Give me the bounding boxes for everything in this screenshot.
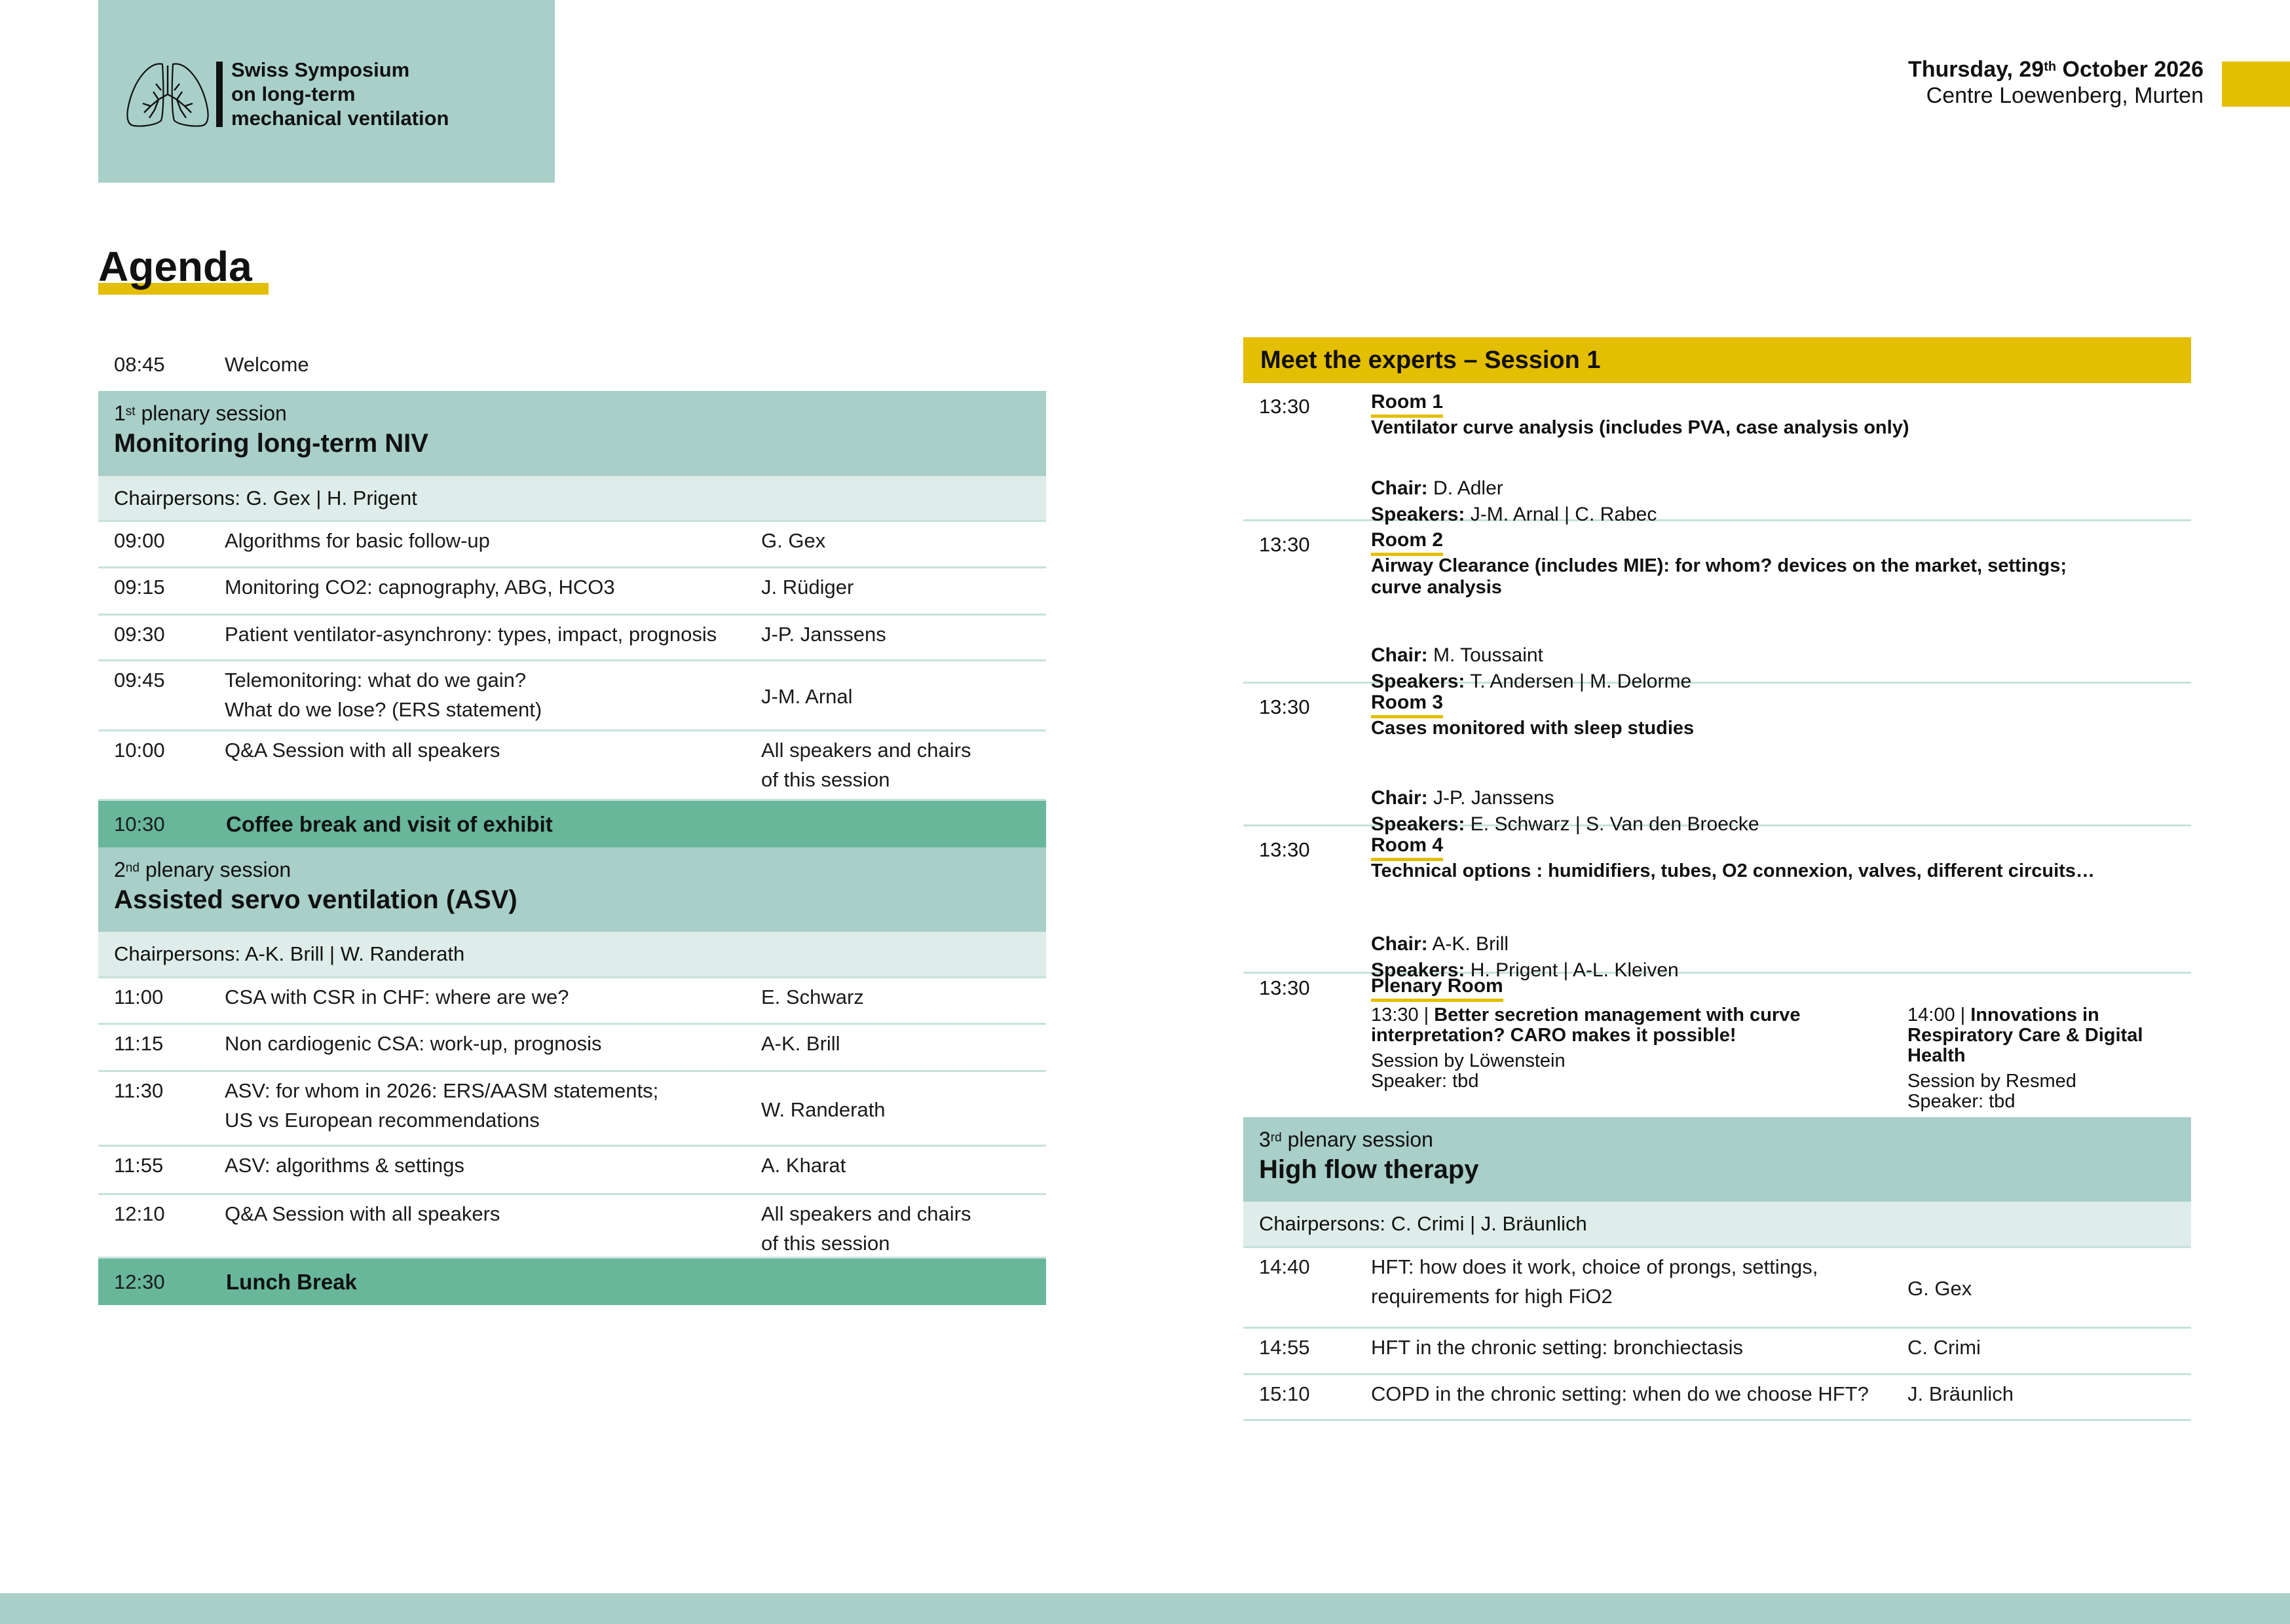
row-time: 11:15 xyxy=(114,1032,164,1055)
plenary-item-title: Better secretion management with curve interpretation? CARO makes it possible! xyxy=(1371,1005,1801,1046)
logo-line: mechanical ventilation xyxy=(231,107,449,130)
event-date-venue xyxy=(1908,56,2204,109)
room-block xyxy=(1243,383,2191,525)
agenda-row xyxy=(98,1195,1046,1259)
session-header xyxy=(98,391,1046,476)
row-speaker xyxy=(761,735,971,794)
room-block xyxy=(1243,521,2191,692)
break-time: 12:30 xyxy=(114,1270,165,1293)
break-time: 10:30 xyxy=(114,813,165,836)
row-time: 13:30 xyxy=(1259,395,1310,418)
row-topic xyxy=(225,1151,464,1180)
row-speaker xyxy=(761,1095,886,1124)
session-title: Monitoring long-term NIV xyxy=(114,429,428,458)
speaker-line: of this session xyxy=(761,768,890,791)
row-speaker xyxy=(1907,1333,1981,1362)
plenary-item-title: Innovations in Respiratory Care & Digital Health xyxy=(1907,1005,2143,1066)
chair-label: Chair: xyxy=(1371,787,1428,809)
speaker-line: All speakers and chairs xyxy=(761,1202,971,1225)
row-time: 15:10 xyxy=(1259,1382,1310,1405)
chair-name: J-P. Janssens xyxy=(1433,787,1554,809)
topic-line: HFT: how does it work, choice of prongs, settings, xyxy=(1371,1255,1818,1278)
row-topic: Welcome xyxy=(225,353,309,376)
row-topic xyxy=(225,572,615,602)
plenary-item xyxy=(1371,1005,1895,1092)
agenda-row xyxy=(98,731,1046,801)
accent-tab xyxy=(2222,62,2290,107)
session-header xyxy=(1243,1117,2191,1202)
row-speaker xyxy=(1907,1379,2014,1409)
row-time: 13:30 xyxy=(1259,976,1310,999)
topic-line: ASV: for whom in 2026: ERS/AASM statements; xyxy=(225,1079,659,1102)
row-speaker xyxy=(761,682,853,711)
topic-line: HFT in the chronic setting: bronchiectasis xyxy=(1371,1336,1744,1359)
row-topic xyxy=(225,665,542,724)
chairpersons: Chairpersons: G. Gex | H. Prigent xyxy=(114,487,417,509)
logo-line: Swiss Symposium xyxy=(231,58,410,81)
agenda-row xyxy=(1243,1329,2191,1375)
row-time: 14:55 xyxy=(1259,1336,1310,1359)
logo-divider xyxy=(216,62,223,127)
row-speaker xyxy=(761,526,825,555)
meet-the-experts-title: Meet the experts – Session 1 xyxy=(1260,346,1601,374)
plenary-item-time: 13:30 | xyxy=(1371,1005,1435,1025)
chairpersons: Chairpersons: A-K. Brill | W. Randerath xyxy=(114,942,465,965)
row-time: 08:45 xyxy=(114,353,165,376)
speakers-label: Speakers: xyxy=(1371,671,1465,692)
lungs-icon xyxy=(124,60,211,128)
row-time: 11:00 xyxy=(114,986,164,1008)
date-day: Thursday, 29 xyxy=(1907,57,2044,82)
row-speaker xyxy=(1907,1274,1972,1303)
chair-name: A-K. Brill xyxy=(1432,933,1509,955)
speaker-line: W. Randerath xyxy=(761,1098,886,1121)
speaker-names: T. Andersen | M. Delorme xyxy=(1470,671,1692,692)
event-venue: Centre Loewenberg, Murten xyxy=(1926,83,2204,108)
footer-band xyxy=(0,1593,2290,1624)
agenda-row-welcome xyxy=(98,350,1046,389)
row-topic xyxy=(225,735,500,765)
break-row-coffee xyxy=(98,801,1046,847)
logo-line: on long-term xyxy=(231,83,356,105)
speaker-line: J. Rüdiger xyxy=(761,576,854,599)
row-speaker xyxy=(761,619,886,649)
row-topic xyxy=(1371,1333,1743,1362)
logo-wordmark xyxy=(231,58,449,130)
room-topic: Technical options : humidifiers, tubes, O2 connexion, valves, different circuits… xyxy=(1371,860,2095,881)
room-name: Room 1 xyxy=(1371,390,1443,418)
row-topic xyxy=(225,1199,500,1228)
break-label: Coffee break and visit of exhibit xyxy=(226,812,553,836)
session-header xyxy=(98,847,1046,932)
speaker-names: J-M. Arnal | C. Rabec xyxy=(1470,504,1657,525)
speaker-line: of this session xyxy=(761,1232,890,1255)
room-block xyxy=(1243,684,2191,835)
row-time: 11:55 xyxy=(114,1154,164,1177)
speaker-line: J. Bräunlich xyxy=(1907,1382,2014,1405)
row-time: 09:00 xyxy=(114,529,165,552)
row-speaker xyxy=(761,1199,971,1258)
room-name: Room 2 xyxy=(1371,528,1443,556)
event-date xyxy=(1908,56,2204,83)
row-topic xyxy=(225,619,717,649)
plenary-room-block xyxy=(1243,974,2191,1117)
right-agenda xyxy=(1243,337,2191,1424)
topic-line: Q&A Session with all speakers xyxy=(225,739,500,762)
plenary-item xyxy=(1907,1005,2191,1112)
topic-line: requirements for high FiO2 xyxy=(1371,1285,1613,1308)
row-speaker xyxy=(761,982,864,1012)
topic-line: COPD in the chronic setting: when do we choose HFT? xyxy=(1371,1382,1869,1405)
room-name: Room 4 xyxy=(1371,833,1443,861)
room-topic: Cases monitored with sleep studies xyxy=(1371,718,1695,739)
chairpersons-row xyxy=(98,932,1046,978)
plenary-item-speaker: Speaker: tbd xyxy=(1907,1091,2016,1112)
topic-line: Q&A Session with all speakers xyxy=(225,1202,500,1225)
row-speaker xyxy=(761,1151,846,1180)
agenda-row xyxy=(98,1025,1046,1072)
room-chair xyxy=(1371,785,1554,811)
speaker-names: H. Prigent | A-L. Kleiven xyxy=(1470,959,1679,981)
speaker-line: G. Gex xyxy=(761,529,826,552)
chair-label: Chair: xyxy=(1371,933,1428,955)
speaker-line: A-K. Brill xyxy=(761,1032,840,1055)
chair-label: Chair: xyxy=(1371,644,1428,666)
speaker-names: E. Schwarz | S. Van den Broecke xyxy=(1470,813,1759,835)
chairpersons-row xyxy=(1243,1202,2191,1248)
topic-line: CSA with CSR in CHF: where are we? xyxy=(225,986,569,1008)
date-month-year: October 2026 xyxy=(2056,57,2204,82)
chair-name: D. Adler xyxy=(1433,477,1503,499)
break-row-lunch xyxy=(98,1259,1046,1305)
date-suffix: th xyxy=(2044,60,2057,74)
agenda-row xyxy=(98,978,1046,1025)
speakers-label: Speakers: xyxy=(1371,813,1465,835)
chairpersons-row xyxy=(98,476,1046,522)
plenary-item-speaker: Speaker: tbd xyxy=(1371,1071,1479,1092)
agenda-row xyxy=(98,1072,1046,1147)
row-topic xyxy=(225,526,490,555)
break-label: Lunch Break xyxy=(226,1270,357,1294)
room-topic: Ventilator curve analysis (includes PVA, case analysis only) xyxy=(1371,417,1909,438)
agenda-row xyxy=(98,522,1046,568)
session-ordinal: 2nd plenary session xyxy=(114,858,291,881)
agenda-row xyxy=(1243,1375,2191,1421)
chairpersons: Chairpersons: C. Crimi | J. Bräunlich xyxy=(1259,1212,1587,1235)
topic-line: Non cardiogenic CSA: work-up, prognosis xyxy=(225,1032,602,1055)
agenda-row xyxy=(98,1147,1046,1195)
room-name: Room 3 xyxy=(1371,690,1443,718)
row-time: 09:15 xyxy=(114,576,165,599)
session-ordinal: 3rd plenary session xyxy=(1259,1128,1433,1151)
topic-line: What do we lose? (ERS statement) xyxy=(225,698,542,721)
speaker-line: All speakers and chairs xyxy=(761,739,971,762)
row-time: 13:30 xyxy=(1259,838,1310,861)
speaker-line: A. Kharat xyxy=(761,1154,846,1177)
row-topic xyxy=(225,982,569,1012)
room-block xyxy=(1243,826,2191,981)
topic-line: ASV: algorithms & settings xyxy=(225,1154,464,1177)
row-time: 13:30 xyxy=(1259,695,1310,718)
speakers-label: Speakers: xyxy=(1371,959,1465,981)
row-topic xyxy=(225,1029,602,1058)
session-title: Assisted servo ventilation (ASV) xyxy=(114,885,517,914)
left-agenda xyxy=(98,341,1046,1310)
row-time: 12:10 xyxy=(114,1202,165,1225)
speaker-line: C. Crimi xyxy=(1907,1336,1981,1359)
topic-line: Monitoring CO2: capnography, ABG, HCO3 xyxy=(225,576,615,599)
speakers-label: Speakers: xyxy=(1371,504,1465,525)
session-ordinal: 1st plenary session xyxy=(114,401,287,425)
session-title: High flow therapy xyxy=(1259,1155,1479,1184)
row-time: 10:00 xyxy=(114,739,165,762)
agenda-row xyxy=(98,616,1046,661)
room-chair xyxy=(1371,931,1509,957)
chair-label: Chair: xyxy=(1371,477,1428,499)
topic-line: Telemonitoring: what do we gain? xyxy=(225,669,527,692)
page-title: Agenda xyxy=(98,243,252,290)
speaker-line: J-P. Janssens xyxy=(761,623,886,646)
speaker-line: G. Gex xyxy=(1907,1277,1972,1300)
agenda-row xyxy=(98,661,1046,731)
agenda-row xyxy=(1243,1248,2191,1329)
speaker-line: J-M. Arnal xyxy=(761,685,853,708)
topic-line: Patient ventilator-asynchrony: types, impact, prognosis xyxy=(225,623,717,646)
row-topic xyxy=(1371,1252,1818,1311)
row-speaker xyxy=(761,1029,840,1058)
topic-line: Algorithms for basic follow-up xyxy=(225,529,490,552)
row-time: 14:40 xyxy=(1259,1255,1310,1278)
plenary-item-time: 14:00 | xyxy=(1907,1005,1971,1025)
row-time: 09:30 xyxy=(114,623,165,646)
room-topic: Airway Clearance (includes MIE): for whom? devices on the market, settings; curve analysis xyxy=(1371,555,2067,598)
chair-name: M. Toussaint xyxy=(1433,644,1543,666)
room-name: Plenary Room xyxy=(1371,974,1503,1002)
room-chair xyxy=(1371,642,1543,669)
speaker-line: E. Schwarz xyxy=(761,986,864,1008)
room-chair xyxy=(1371,475,1503,502)
row-topic xyxy=(1371,1379,1869,1409)
agenda-row xyxy=(98,568,1046,616)
topic-line: US vs European recommendations xyxy=(225,1109,540,1132)
meet-the-experts-header xyxy=(1243,337,2191,383)
row-speaker xyxy=(761,572,854,602)
plenary-item-sponsor: Session by Resmed xyxy=(1907,1071,2076,1092)
row-time: 11:30 xyxy=(114,1079,164,1102)
row-time: 13:30 xyxy=(1259,533,1310,556)
row-topic xyxy=(225,1076,658,1135)
row-time: 09:45 xyxy=(114,669,165,692)
plenary-item-sponsor: Session by Löwenstein xyxy=(1371,1050,1566,1071)
